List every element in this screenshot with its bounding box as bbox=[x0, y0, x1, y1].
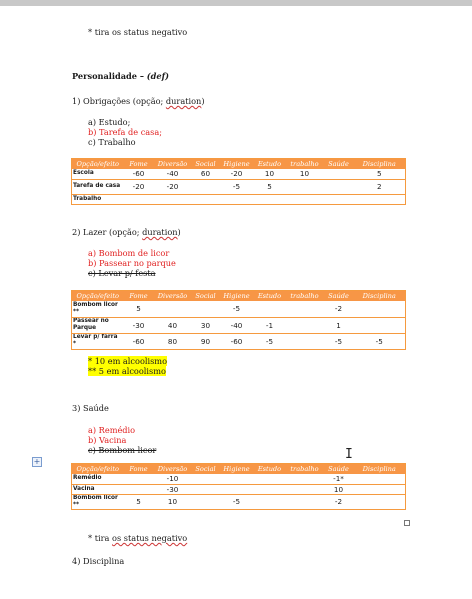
table-cell[interactable] bbox=[286, 317, 324, 333]
column-header: Fome bbox=[124, 464, 154, 475]
table-cell[interactable] bbox=[124, 474, 154, 484]
section-2-heading-word: duration bbox=[142, 227, 178, 237]
column-header: trabalho bbox=[286, 291, 324, 302]
column-header: Opção/efeito bbox=[72, 291, 124, 302]
table-cell[interactable] bbox=[286, 194, 324, 204]
row-label[interactable]: Tarefa de casa bbox=[72, 179, 124, 194]
section-1-heading-word: duration bbox=[165, 96, 202, 106]
table-cell[interactable] bbox=[192, 301, 220, 317]
table-cell[interactable] bbox=[254, 301, 286, 317]
table-cell[interactable] bbox=[354, 317, 406, 333]
table-cell[interactable]: 2 bbox=[354, 179, 406, 194]
table-cell[interactable]: -5 bbox=[324, 333, 354, 349]
table-cell[interactable]: -20 bbox=[220, 169, 254, 179]
column-header: Diversão bbox=[154, 464, 192, 475]
table-cell[interactable] bbox=[192, 179, 220, 194]
table-cell[interactable]: 60 bbox=[192, 169, 220, 179]
table-cell[interactable]: -60 bbox=[220, 333, 254, 349]
table-cell[interactable]: -2 bbox=[324, 301, 354, 317]
column-header: Disciplina bbox=[354, 159, 406, 170]
column-header: Estudo bbox=[254, 464, 286, 475]
row-label[interactable]: Trabalho bbox=[72, 194, 124, 204]
table-cell[interactable]: 5 bbox=[124, 494, 154, 509]
table-row bbox=[72, 301, 406, 317]
table-row bbox=[72, 474, 406, 484]
note-bottom bbox=[88, 533, 187, 543]
table-cell[interactable]: -5 bbox=[220, 179, 254, 194]
table-row bbox=[72, 194, 406, 204]
section-4-heading: 4) Disciplina bbox=[72, 556, 125, 566]
section-2-heading bbox=[72, 227, 181, 237]
table-cell[interactable] bbox=[254, 494, 286, 509]
section-3-list bbox=[88, 425, 156, 455]
column-header: Social bbox=[192, 159, 220, 170]
column-header: Social bbox=[192, 464, 220, 475]
section-title bbox=[72, 71, 169, 81]
column-header: Social bbox=[192, 291, 220, 302]
column-header: Opção/efeito bbox=[72, 464, 124, 475]
table-cell[interactable]: -20 bbox=[154, 179, 192, 194]
column-header: Disciplina bbox=[354, 464, 406, 475]
table-cell[interactable]: 10 bbox=[254, 169, 286, 179]
row-label[interactable]: Bombom licor ** bbox=[72, 301, 124, 317]
table-cell[interactable] bbox=[286, 494, 324, 509]
table-cell[interactable] bbox=[220, 194, 254, 204]
table-cell[interactable] bbox=[324, 169, 354, 179]
table-cell[interactable]: 1 bbox=[324, 317, 354, 333]
column-header: Fome bbox=[124, 159, 154, 170]
column-header: Estudo bbox=[254, 159, 286, 170]
table-cell[interactable] bbox=[220, 484, 254, 494]
table-cell[interactable]: -5 bbox=[254, 333, 286, 349]
table-cell[interactable]: -20 bbox=[124, 179, 154, 194]
column-header: Fome bbox=[124, 291, 154, 302]
list-item: a) Estudo; bbox=[88, 117, 131, 127]
table-cell[interactable]: -40 bbox=[220, 317, 254, 333]
table-cell[interactable]: -5 bbox=[354, 333, 406, 349]
table-cell[interactable] bbox=[254, 484, 286, 494]
table-cell[interactable]: -30 bbox=[154, 484, 192, 494]
table-obrigacoes[interactable] bbox=[71, 158, 406, 205]
table-cell[interactable] bbox=[286, 333, 324, 349]
list-item: c) Trabalho bbox=[88, 137, 136, 147]
note-alcool-1: * 10 em alcoolismo bbox=[88, 356, 168, 366]
column-header: Saúde bbox=[324, 464, 354, 475]
table-cell[interactable]: 10 bbox=[154, 494, 192, 509]
list-item: b) Passear no parque bbox=[88, 258, 176, 268]
table-cell[interactable]: -5 bbox=[220, 494, 254, 509]
table-row bbox=[72, 484, 406, 494]
table-cell[interactable] bbox=[192, 494, 220, 509]
table-cell[interactable]: 80 bbox=[154, 333, 192, 349]
table-row bbox=[72, 317, 406, 333]
table-cell[interactable] bbox=[220, 474, 254, 484]
table-cell[interactable] bbox=[124, 484, 154, 494]
table-saude[interactable] bbox=[71, 463, 406, 510]
table-cell[interactable]: 10 bbox=[286, 169, 324, 179]
column-header: Higiene bbox=[220, 159, 254, 170]
section-2-list bbox=[88, 248, 176, 278]
table-cell[interactable] bbox=[254, 194, 286, 204]
table-cell[interactable]: 90 bbox=[192, 333, 220, 349]
column-header: Saúde bbox=[324, 159, 354, 170]
note-bottom-pre: * tira bbox=[88, 533, 113, 543]
table-row bbox=[72, 169, 406, 179]
table-cell[interactable] bbox=[354, 301, 406, 317]
table-cell[interactable] bbox=[354, 474, 406, 484]
section-title-def: (def) bbox=[146, 71, 169, 81]
column-header: Diversão bbox=[154, 291, 192, 302]
note-top: * tira os status negativo bbox=[88, 27, 188, 37]
column-header: Opção/efeito bbox=[72, 159, 124, 170]
table-cell[interactable] bbox=[192, 194, 220, 204]
row-label[interactable]: Vacina bbox=[72, 484, 124, 494]
resize-handle-icon[interactable] bbox=[404, 520, 410, 526]
row-label[interactable]: Bombom licor ** bbox=[72, 494, 124, 509]
table-cell[interactable]: 10 bbox=[324, 484, 354, 494]
table-cell[interactable] bbox=[286, 474, 324, 484]
list-item: b) Tarefa de casa; bbox=[88, 127, 163, 137]
note-alcool bbox=[88, 356, 167, 376]
row-label[interactable]: Remédio bbox=[72, 474, 124, 484]
table-cell[interactable]: 5 bbox=[254, 179, 286, 194]
table-cell[interactable] bbox=[354, 194, 406, 204]
column-header: Estudo bbox=[254, 291, 286, 302]
table-cell[interactable]: -10 bbox=[154, 474, 192, 484]
row-label[interactable]: Passear no Parque bbox=[72, 317, 124, 333]
table-cell[interactable]: -30 bbox=[124, 317, 154, 333]
table-cell[interactable] bbox=[286, 301, 324, 317]
column-header: Higiene bbox=[220, 464, 254, 475]
table-cell[interactable] bbox=[192, 474, 220, 484]
table-cell[interactable]: -2 bbox=[324, 494, 354, 509]
section-title-text: Personalidade – bbox=[72, 71, 147, 81]
table-cell[interactable]: -60 bbox=[124, 333, 154, 349]
table-row bbox=[72, 179, 406, 194]
table-cell[interactable] bbox=[192, 484, 220, 494]
table-move-icon[interactable]: + bbox=[33, 457, 41, 466]
section-1-heading-post: ) bbox=[201, 96, 205, 106]
text-cursor-icon: I bbox=[345, 447, 353, 462]
table-row bbox=[72, 333, 406, 349]
list-item: a) Remédio bbox=[88, 425, 136, 435]
note-alcool-2: ** 5 em alcoolismo bbox=[88, 366, 166, 376]
column-header: Higiene bbox=[220, 291, 254, 302]
list-item: b) Vacina bbox=[88, 435, 127, 445]
table-cell[interactable] bbox=[324, 194, 354, 204]
section-2-heading-post: ) bbox=[177, 227, 181, 237]
window-top-bar bbox=[0, 0, 472, 6]
table-cell[interactable] bbox=[254, 474, 286, 484]
row-label[interactable]: Escola bbox=[72, 169, 124, 179]
table-cell[interactable]: -60 bbox=[124, 169, 154, 179]
table-cell[interactable]: -1 bbox=[254, 317, 286, 333]
section-2-heading-pre: 2) Lazer (opção; bbox=[72, 227, 143, 237]
table-header-row bbox=[72, 159, 406, 170]
list-item: c) Levar p/ festa bbox=[88, 268, 156, 278]
table-cell[interactable] bbox=[286, 484, 324, 494]
column-header: Diversão bbox=[154, 159, 192, 170]
table-cell[interactable]: 5 bbox=[354, 169, 406, 179]
table-cell[interactable] bbox=[154, 301, 192, 317]
table-row bbox=[72, 494, 406, 509]
column-header: trabalho bbox=[286, 159, 324, 170]
list-item: c) Bombom licor bbox=[88, 445, 157, 455]
column-header: trabalho bbox=[286, 464, 324, 475]
table-header-row bbox=[72, 291, 406, 302]
section-3-heading: 3) Saúde bbox=[72, 403, 109, 413]
row-label[interactable]: Levar p/ farra * bbox=[72, 333, 124, 349]
table-cell[interactable]: -5 bbox=[220, 301, 254, 317]
table-cell[interactable] bbox=[354, 484, 406, 494]
table-cell[interactable] bbox=[354, 494, 406, 509]
table-cell[interactable] bbox=[324, 179, 354, 194]
section-1-heading bbox=[72, 96, 205, 106]
column-header: Disciplina bbox=[354, 291, 406, 302]
table-cell[interactable] bbox=[154, 194, 192, 204]
table-cell[interactable]: 30 bbox=[192, 317, 220, 333]
table-cell[interactable]: 5 bbox=[124, 301, 154, 317]
note-bottom-squig: os status negativo bbox=[112, 533, 188, 543]
table-cell[interactable]: 40 bbox=[154, 317, 192, 333]
section-1-heading-pre: 1) Obrigações (opção; bbox=[72, 96, 166, 106]
table-cell[interactable] bbox=[286, 179, 324, 194]
section-1-list bbox=[88, 117, 162, 147]
table-cell[interactable] bbox=[124, 194, 154, 204]
list-item: a) Bombom de licor bbox=[88, 248, 170, 258]
table-header-row bbox=[72, 464, 406, 475]
table-cell[interactable]: -1* bbox=[324, 474, 354, 484]
column-header: Saúde bbox=[324, 291, 354, 302]
table-lazer[interactable] bbox=[71, 290, 406, 350]
table-cell[interactable]: -40 bbox=[154, 169, 192, 179]
